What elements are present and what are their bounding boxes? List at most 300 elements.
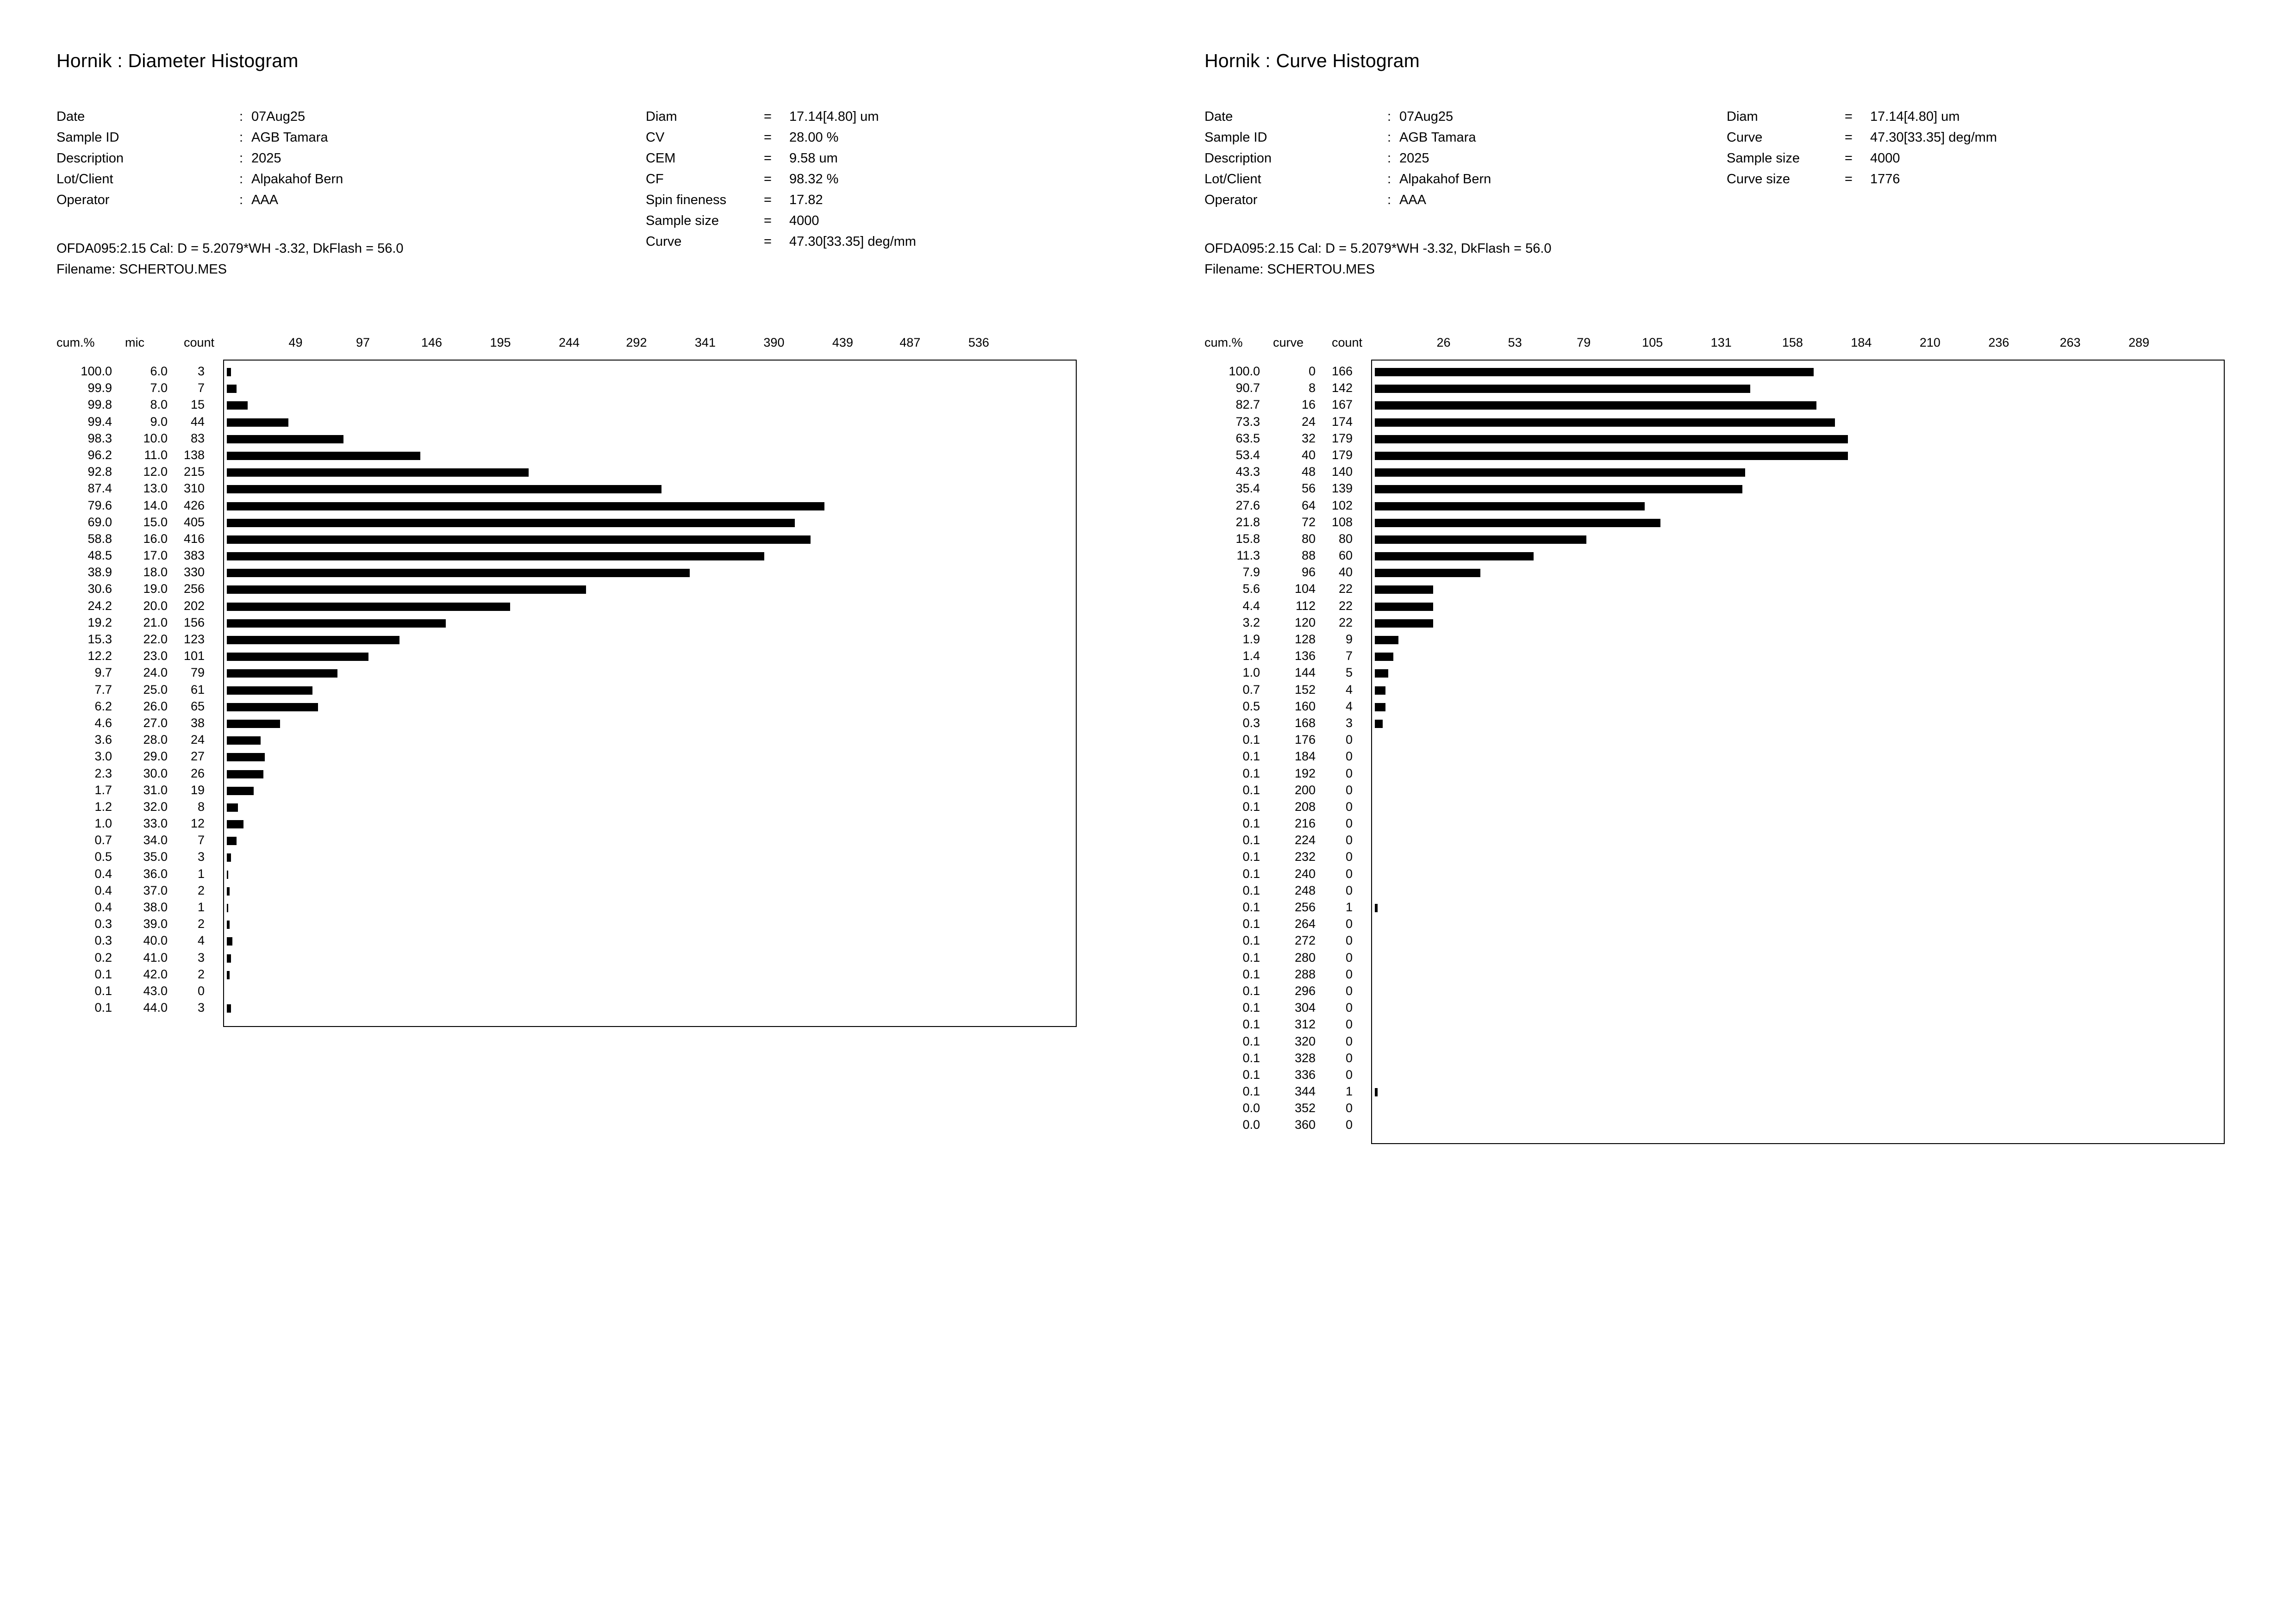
stat-equals: = — [1845, 109, 1853, 124]
cumulative-percent-value: 0.1 — [1242, 799, 1260, 814]
cumulative-percent-value: 0.1 — [1242, 1067, 1260, 1082]
count-value: 383 — [183, 548, 205, 563]
histogram-row — [1204, 733, 2241, 749]
histogram-bar — [1375, 603, 1433, 611]
bin-value: 23.0 — [143, 649, 168, 663]
histogram-row — [1204, 933, 2241, 950]
bin-value: 280 — [1294, 950, 1316, 964]
meta-value: Alpakahof Bern — [251, 172, 343, 187]
histogram-bar — [227, 686, 312, 695]
count-value: 167 — [1331, 398, 1353, 412]
histogram-bar — [1375, 519, 1660, 527]
x-axis-tick: 195 — [490, 336, 511, 349]
meta-value: 2025 — [1399, 151, 1429, 166]
cumulative-percent-value: 0.1 — [94, 983, 112, 998]
bin-value: 112 — [1295, 598, 1316, 613]
histogram-row — [1204, 800, 2241, 816]
cumulative-percent-value: 3.0 — [94, 749, 112, 764]
count-value: 22 — [1338, 615, 1353, 629]
cumulative-percent-value: 15.3 — [87, 632, 112, 646]
meta-label: Date — [56, 109, 85, 124]
bin-value: 14.0 — [143, 498, 168, 512]
count-value: 310 — [183, 481, 205, 496]
x-axis-tick: 210 — [1919, 336, 1940, 349]
count-value: 0 — [1345, 883, 1353, 897]
histogram-row — [56, 599, 1093, 616]
cumulative-percent-value: 0.1 — [1242, 749, 1260, 764]
x-axis-tick: 105 — [1642, 336, 1663, 349]
count-value: 3 — [197, 364, 205, 378]
histogram-row — [56, 398, 1093, 414]
x-axis-tick: 341 — [694, 336, 716, 349]
cumulative-percent-value: 0.4 — [94, 866, 112, 881]
filename-line: Filename: SCHERTOU.MES — [56, 262, 227, 277]
count-value: 0 — [1345, 1001, 1353, 1015]
histogram-row — [56, 699, 1093, 716]
column-header-count: count — [1332, 336, 1363, 349]
stat-row — [646, 106, 916, 127]
histogram-bar — [227, 820, 243, 828]
histogram-row — [1204, 683, 2241, 699]
histogram-bar — [1375, 368, 1814, 376]
count-value: 405 — [183, 515, 205, 529]
histogram-bar — [1375, 418, 1835, 427]
histogram-row — [1204, 498, 2241, 515]
bin-value: 40 — [1301, 448, 1316, 462]
stat-label: Curve — [1727, 130, 1763, 145]
histogram-row — [1204, 816, 2241, 833]
count-value: 0 — [1345, 833, 1353, 847]
count-value: 5 — [1345, 666, 1353, 680]
bin-value: 64 — [1301, 498, 1316, 512]
count-value: 1 — [1345, 900, 1353, 914]
histogram-bar — [1375, 452, 1848, 460]
stat-label: Spin fineness — [646, 193, 727, 207]
histogram-bar — [227, 619, 446, 628]
histogram-row — [56, 1001, 1093, 1017]
histogram-bar — [227, 603, 510, 611]
bin-value: 37.0 — [143, 883, 168, 897]
histogram-row — [56, 481, 1093, 498]
stat-row — [1727, 148, 1997, 169]
histogram-row — [1204, 1017, 2241, 1034]
x-axis-tick: 289 — [2128, 336, 2150, 349]
x-axis-tick: 131 — [1710, 336, 1732, 349]
histogram-row — [56, 548, 1093, 565]
histogram-row — [56, 984, 1093, 1001]
x-axis-tick: 146 — [421, 336, 442, 349]
count-value: 7 — [197, 381, 205, 395]
bin-value: 96 — [1301, 565, 1316, 579]
meta-colon: : — [1387, 172, 1391, 187]
histogram-row — [56, 900, 1093, 917]
bin-value: 39.0 — [143, 917, 168, 931]
bin-value: 24 — [1301, 414, 1316, 429]
cumulative-percent-value: 0.1 — [1242, 866, 1260, 881]
histogram-bar — [227, 954, 231, 963]
bin-value: 8.0 — [150, 398, 168, 412]
histogram-bar — [227, 1004, 231, 1013]
count-value: 4 — [1345, 682, 1353, 697]
cumulative-percent-value: 0.5 — [1242, 699, 1260, 713]
calibration-block — [56, 238, 404, 280]
count-value: 0 — [1345, 799, 1353, 814]
cumulative-percent-value: 0.0 — [1242, 1101, 1260, 1115]
bin-value: 136 — [1294, 649, 1316, 663]
cumulative-percent-value: 43.3 — [1235, 465, 1260, 479]
count-value: 0 — [1345, 766, 1353, 780]
bin-value: 6.0 — [150, 364, 168, 378]
bin-value: 288 — [1294, 967, 1316, 981]
page-title: Hornik : Curve Histogram — [1204, 50, 1420, 71]
metadata-block — [1204, 106, 1491, 211]
histogram-row — [56, 465, 1093, 481]
cumulative-percent-value: 0.1 — [1242, 1001, 1260, 1015]
histogram-bar — [1375, 468, 1745, 477]
histogram-row — [1204, 1001, 2241, 1017]
bin-value: 312 — [1294, 1017, 1316, 1032]
cumulative-percent-value: 4.4 — [1242, 598, 1260, 613]
cumulative-percent-value: 0.3 — [1242, 716, 1260, 730]
cumulative-percent-value: 15.8 — [1235, 531, 1260, 546]
filename-line: Filename: SCHERTOU.MES — [1204, 262, 1375, 277]
histogram-row — [56, 632, 1093, 649]
column-header-cum: cum.% — [56, 336, 95, 349]
bin-value: 36.0 — [143, 866, 168, 881]
bin-value: 120 — [1294, 615, 1316, 629]
count-value: 26 — [190, 766, 205, 780]
stat-equals: = — [764, 109, 772, 124]
count-value: 202 — [183, 598, 205, 613]
bin-value: 144 — [1294, 666, 1316, 680]
x-axis-tick: 536 — [968, 336, 989, 349]
histogram-row — [1204, 1068, 2241, 1084]
count-value: 140 — [1331, 465, 1353, 479]
histogram-bar — [1375, 653, 1393, 661]
bin-value: 30.0 — [143, 766, 168, 780]
histogram-chart-curve — [1204, 336, 2241, 1135]
x-axis-tick: 53 — [1508, 336, 1522, 349]
meta-label: Operator — [1204, 193, 1258, 207]
cumulative-percent-value: 4.6 — [94, 716, 112, 730]
bin-value: 176 — [1294, 733, 1316, 747]
count-value: 426 — [183, 498, 205, 512]
stat-label: Sample size — [646, 213, 719, 228]
count-value: 4 — [1345, 699, 1353, 713]
cumulative-percent-value: 2.3 — [94, 766, 112, 780]
cumulative-percent-value: 0.0 — [1242, 1118, 1260, 1132]
count-value: 22 — [1338, 582, 1353, 596]
cumulative-percent-value: 0.1 — [1242, 917, 1260, 931]
cumulative-percent-value: 38.9 — [87, 565, 112, 579]
cumulative-percent-value: 58.8 — [87, 531, 112, 546]
histogram-row — [56, 616, 1093, 632]
stat-value: 17.82 — [789, 193, 823, 207]
histogram-bar — [227, 468, 529, 477]
count-value: 108 — [1331, 515, 1353, 529]
stat-row — [1727, 127, 1997, 148]
stat-row — [646, 211, 916, 231]
bin-value: 8 — [1308, 381, 1316, 395]
meta-value: AAA — [251, 193, 279, 207]
cumulative-percent-value: 92.8 — [87, 465, 112, 479]
cumulative-percent-value: 0.1 — [94, 1001, 112, 1015]
histogram-row — [1204, 1051, 2241, 1068]
bin-value: 72 — [1301, 515, 1316, 529]
cumulative-percent-value: 0.4 — [94, 883, 112, 897]
calibration-line: OFDA095:2.15 Cal: D = 5.2079*WH -3.32, DkFlash = 56.0 — [1204, 241, 1552, 256]
bin-value: 336 — [1294, 1067, 1316, 1082]
histogram-row — [1204, 833, 2241, 850]
cumulative-percent-value: 21.8 — [1235, 515, 1260, 529]
stat-row — [646, 169, 916, 190]
cumulative-percent-value: 0.1 — [1242, 1034, 1260, 1048]
bin-value: 9.0 — [150, 414, 168, 429]
cumulative-percent-value: 99.8 — [87, 398, 112, 412]
count-value: 156 — [183, 615, 205, 629]
histogram-bar — [1375, 904, 1378, 912]
bin-value: 26.0 — [143, 699, 168, 713]
cumulative-percent-value: 87.4 — [87, 481, 112, 496]
stat-value: 28.00 % — [789, 130, 839, 145]
histogram-row — [56, 783, 1093, 800]
histogram-row — [56, 917, 1093, 933]
count-value: 0 — [1345, 1118, 1353, 1132]
histogram-bar — [1375, 703, 1385, 711]
histogram-bar — [227, 535, 811, 544]
cumulative-percent-value: 100.0 — [81, 364, 112, 378]
count-value: 19 — [190, 783, 205, 797]
cumulative-percent-value: 73.3 — [1235, 414, 1260, 429]
histogram-row — [1204, 917, 2241, 933]
stat-value: 4000 — [789, 213, 819, 228]
bin-value: 43.0 — [143, 983, 168, 998]
count-value: 38 — [190, 716, 205, 730]
bin-value: 42.0 — [143, 967, 168, 981]
cumulative-percent-value: 1.4 — [1242, 649, 1260, 663]
count-value: 0 — [1345, 783, 1353, 797]
cumulative-percent-value: 0.1 — [1242, 816, 1260, 831]
cumulative-percent-value: 99.9 — [87, 381, 112, 395]
histogram-row — [1204, 1034, 2241, 1051]
count-value: 2 — [197, 967, 205, 981]
histogram-bar — [227, 401, 248, 410]
bin-value: 352 — [1294, 1101, 1316, 1115]
meta-colon: : — [239, 151, 243, 166]
calibration-block — [1204, 238, 1552, 280]
meta-row — [1204, 190, 1491, 211]
cumulative-percent-value: 0.1 — [1242, 1051, 1260, 1065]
count-value: 44 — [190, 414, 205, 429]
bin-value: 16.0 — [143, 531, 168, 546]
count-value: 7 — [197, 833, 205, 847]
cumulative-percent-value: 0.1 — [1242, 950, 1260, 964]
stat-value: 9.58 um — [789, 151, 838, 166]
count-value: 80 — [1338, 531, 1353, 546]
count-value: 139 — [1331, 481, 1353, 496]
count-value: 0 — [1345, 917, 1353, 931]
histogram-row — [1204, 984, 2241, 1001]
x-axis-tick: 244 — [558, 336, 580, 349]
bin-value: 264 — [1294, 917, 1316, 931]
cumulative-percent-value: 19.2 — [87, 615, 112, 629]
stat-label: CF — [646, 172, 664, 187]
meta-value: Alpakahof Bern — [1399, 172, 1491, 187]
cumulative-percent-value: 0.1 — [1242, 983, 1260, 998]
histogram-bar — [227, 653, 368, 661]
cumulative-percent-value: 0.3 — [94, 933, 112, 948]
histogram-bar — [227, 720, 280, 728]
bin-value: 256 — [1294, 900, 1316, 914]
histogram-bar — [227, 418, 288, 427]
meta-label: Lot/Client — [56, 172, 113, 187]
bin-value: 0 — [1308, 364, 1316, 378]
meta-row — [1204, 106, 1491, 127]
histogram-bar — [1375, 720, 1383, 728]
count-value: 3 — [197, 950, 205, 964]
count-value: 0 — [1345, 850, 1353, 864]
histogram-bar — [227, 585, 586, 594]
count-value: 0 — [1345, 1051, 1353, 1065]
stat-row — [1727, 106, 1997, 127]
cumulative-percent-value: 0.1 — [1242, 766, 1260, 780]
cumulative-percent-value: 63.5 — [1235, 431, 1260, 445]
cumulative-percent-value: 0.1 — [1242, 1084, 1260, 1099]
cumulative-percent-value: 1.2 — [94, 799, 112, 814]
count-value: 0 — [197, 983, 205, 998]
cumulative-percent-value: 0.1 — [1242, 783, 1260, 797]
histogram-row — [1204, 884, 2241, 900]
count-value: 215 — [183, 465, 205, 479]
chart-header-row — [1204, 336, 2241, 357]
count-value: 416 — [183, 531, 205, 546]
bin-value: 28.0 — [143, 733, 168, 747]
histogram-bar — [1375, 569, 1480, 577]
meta-value: AGB Tamara — [1399, 130, 1476, 145]
cumulative-percent-value: 96.2 — [87, 448, 112, 462]
histogram-row — [1204, 481, 2241, 498]
meta-row — [1204, 169, 1491, 190]
bin-value: 35.0 — [143, 850, 168, 864]
cumulative-percent-value: 1.0 — [94, 816, 112, 831]
histogram-row — [1204, 415, 2241, 431]
histogram-row — [1204, 666, 2241, 682]
count-value: 0 — [1345, 1034, 1353, 1048]
meta-label: Date — [1204, 109, 1233, 124]
cumulative-percent-value: 69.0 — [87, 515, 112, 529]
meta-colon: : — [239, 172, 243, 187]
count-value: 40 — [1338, 565, 1353, 579]
bin-value: 152 — [1294, 682, 1316, 697]
bin-value: 34.0 — [143, 833, 168, 847]
cumulative-percent-value: 0.1 — [1242, 933, 1260, 948]
histogram-row — [56, 364, 1093, 381]
histogram-bar — [227, 502, 824, 510]
histogram-row — [1204, 364, 2241, 381]
histogram-row — [56, 749, 1093, 766]
cumulative-percent-value: 0.1 — [94, 967, 112, 981]
histogram-row — [1204, 951, 2241, 967]
histogram-row — [1204, 515, 2241, 532]
histogram-bar — [227, 853, 231, 862]
count-value: 0 — [1345, 1101, 1353, 1115]
stat-value: 98.32 % — [789, 172, 839, 187]
histogram-rows — [56, 364, 1093, 1017]
meta-label: Description — [1204, 151, 1272, 166]
histogram-row — [1204, 448, 2241, 465]
bin-value: 88 — [1301, 548, 1316, 563]
histogram-row — [1204, 967, 2241, 984]
bin-value: 25.0 — [143, 682, 168, 697]
count-value: 1 — [197, 900, 205, 914]
cumulative-percent-value: 0.1 — [1242, 967, 1260, 981]
count-value: 0 — [1345, 983, 1353, 998]
statistics-block — [1727, 106, 1997, 190]
page-title: Hornik : Diameter Histogram — [56, 50, 299, 71]
cumulative-percent-value: 0.1 — [1242, 883, 1260, 897]
meta-value: AAA — [1399, 193, 1427, 207]
histogram-row — [1204, 850, 2241, 866]
cumulative-percent-value: 0.7 — [94, 833, 112, 847]
x-axis-tick: 97 — [356, 336, 370, 349]
histogram-row — [56, 867, 1093, 884]
histogram-row — [56, 733, 1093, 749]
bin-value: 192 — [1294, 766, 1316, 780]
count-value: 7 — [1345, 649, 1353, 663]
histogram-bar — [227, 368, 231, 376]
bin-value: 232 — [1294, 850, 1316, 864]
count-value: 166 — [1331, 364, 1353, 378]
meta-colon: : — [239, 130, 243, 145]
histogram-row — [1204, 749, 2241, 766]
cumulative-percent-value: 0.3 — [94, 917, 112, 931]
bin-value: 296 — [1294, 983, 1316, 998]
count-value: 138 — [183, 448, 205, 462]
count-value: 4 — [197, 933, 205, 948]
histogram-rows — [1204, 364, 2241, 1135]
count-value: 0 — [1345, 950, 1353, 964]
stat-value: 17.14[4.80] um — [789, 109, 879, 124]
count-value: 0 — [1345, 749, 1353, 764]
count-value: 65 — [190, 699, 205, 713]
histogram-bar — [227, 435, 343, 443]
bin-value: 344 — [1294, 1084, 1316, 1099]
cumulative-percent-value: 48.5 — [87, 548, 112, 563]
histogram-bar — [227, 703, 318, 711]
histogram-bar — [227, 753, 265, 761]
bin-value: 38.0 — [143, 900, 168, 914]
histogram-chart-diameter — [56, 336, 1093, 1017]
histogram-row — [1204, 1101, 2241, 1118]
histogram-bar — [227, 452, 420, 460]
meta-label: Sample ID — [56, 130, 119, 145]
histogram-row — [56, 850, 1093, 866]
stat-equals: = — [764, 213, 772, 228]
column-header-bin: curve — [1273, 336, 1304, 349]
histogram-bar — [1375, 636, 1398, 644]
cumulative-percent-value: 9.7 — [94, 666, 112, 680]
meta-row — [56, 148, 343, 169]
stat-value: 47.30[33.35] deg/mm — [1870, 130, 1997, 145]
histogram-row — [1204, 900, 2241, 917]
meta-row — [1204, 127, 1491, 148]
stat-value: 1776 — [1870, 172, 1900, 187]
histogram-bar — [227, 871, 228, 879]
bin-value: 40.0 — [143, 933, 168, 948]
histogram-row — [56, 515, 1093, 532]
stat-row — [646, 190, 916, 211]
count-value: 0 — [1345, 1067, 1353, 1082]
